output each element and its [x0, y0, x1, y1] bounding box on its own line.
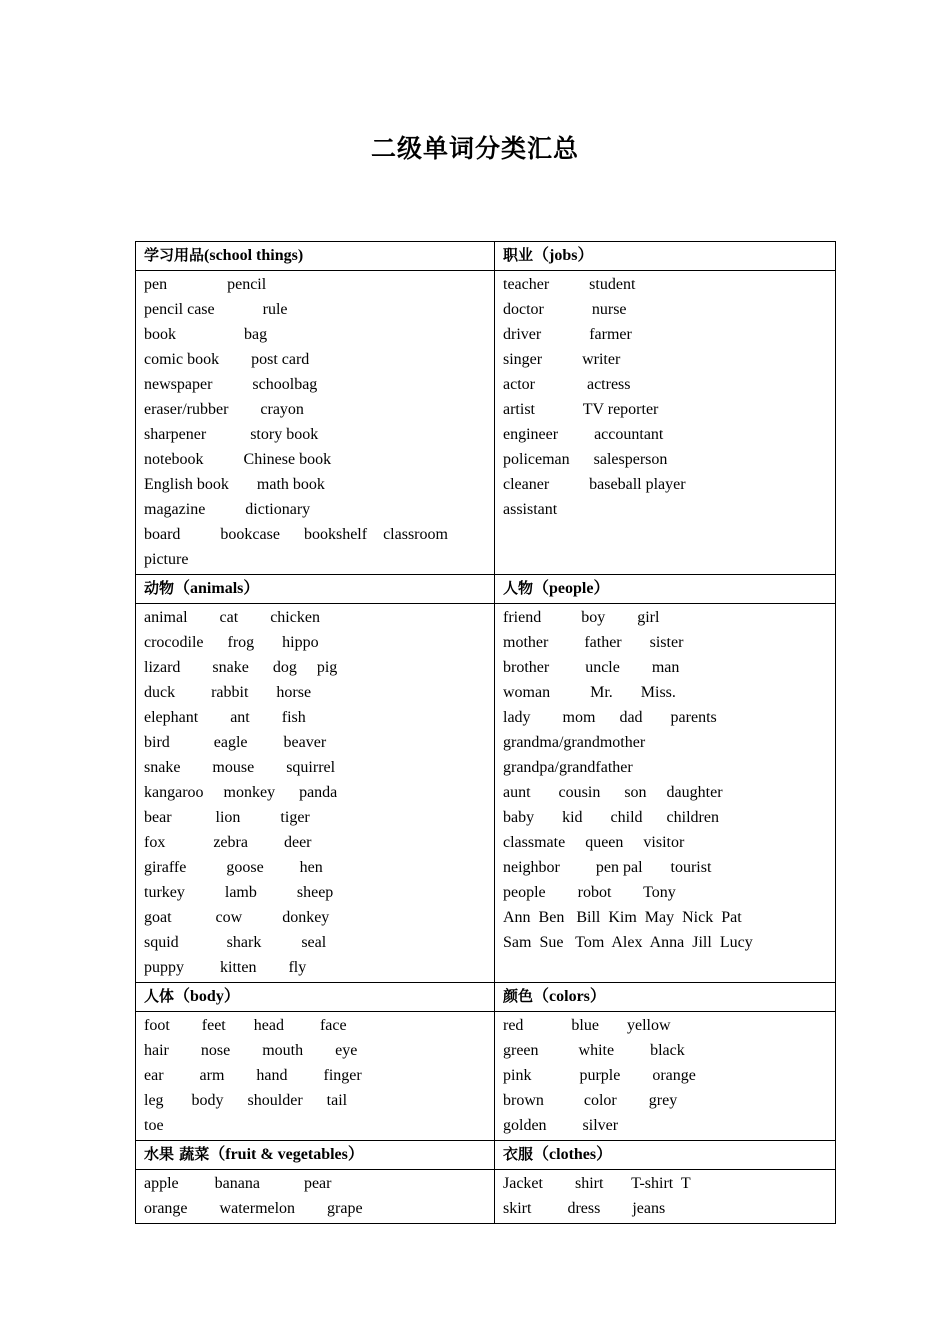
word-list — [136, 1170, 495, 1224]
word-line: giraffe goose hen — [144, 859, 323, 876]
category-title-en: （colors） — [533, 988, 606, 1005]
word-line: magazine dictionary — [144, 501, 311, 518]
category-title-zh: 人体 — [144, 987, 175, 1005]
word-line: toe — [144, 1117, 164, 1134]
category-title-zh: 水果 蔬菜 — [144, 1145, 210, 1163]
word-line: people robot Tony — [503, 884, 676, 901]
category-header-row — [136, 242, 836, 271]
word-line: pen pencil — [144, 276, 267, 293]
word-line: lizard snake dog pig — [144, 659, 338, 676]
category-title-zh: 动物 — [144, 579, 175, 597]
word-list — [495, 1170, 836, 1224]
word-line: assistant — [503, 501, 558, 518]
word-line: animal cat chicken — [144, 609, 320, 626]
word-line: Jacket shirt T-shirt T — [503, 1175, 691, 1192]
word-line: English book math book — [144, 476, 325, 493]
word-line: policeman salesperson — [503, 451, 668, 468]
word-line: sharpener story book — [144, 426, 319, 443]
word-line: leg body shoulder tail — [144, 1092, 348, 1109]
word-line: crocodile frog hippo — [144, 634, 319, 651]
word-line: picture — [144, 551, 189, 568]
word-line: board bookcase bookshelf classroom — [144, 526, 448, 543]
word-line: Ann Ben Bill Kim May Nick Pat — [503, 909, 742, 926]
word-line: snake mouse squirrel — [144, 759, 336, 776]
word-line: aunt cousin son daughter — [503, 784, 723, 801]
word-line: doctor nurse — [503, 301, 627, 318]
word-line: bird eagle beaver — [144, 734, 327, 751]
category-header — [495, 983, 836, 1012]
word-line: goat cow donkey — [144, 909, 330, 926]
word-line: notebook Chinese book — [144, 451, 332, 468]
category-header — [495, 575, 836, 604]
word-line: pencil case rule — [144, 301, 288, 318]
category-title-zh: 人物 — [503, 579, 534, 597]
word-line: Sam Sue Tom Alex Anna Jill Lucy — [503, 934, 753, 951]
word-line: apple banana pear — [144, 1175, 332, 1192]
word-line: driver farmer — [503, 326, 632, 343]
word-line: singer writer — [503, 351, 621, 368]
word-line: actor actress — [503, 376, 631, 393]
word-line: classmate queen visitor — [503, 834, 685, 851]
word-line: mother father sister — [503, 634, 684, 651]
word-line: baby kid child children — [503, 809, 719, 826]
word-list — [136, 271, 495, 575]
word-line: fox zebra deer — [144, 834, 312, 851]
word-line: brother uncle man — [503, 659, 680, 676]
category-header-row — [136, 1141, 836, 1170]
category-header — [495, 1141, 836, 1170]
word-list — [136, 604, 495, 983]
category-title-en: （fruit & vegetables） — [209, 1146, 364, 1163]
category-title-en: （body） — [174, 988, 240, 1005]
category-header-row — [136, 575, 836, 604]
word-line: woman Mr. Miss. — [503, 684, 676, 701]
word-line: green white black — [503, 1042, 685, 1059]
word-line: comic book post card — [144, 351, 310, 368]
word-list — [495, 1012, 836, 1141]
word-line: golden silver — [503, 1117, 619, 1134]
word-line: grandma/grandmother — [503, 734, 646, 751]
word-line: puppy kitten fly — [144, 959, 307, 976]
category-header — [136, 983, 495, 1012]
word-line: turkey lamb sheep — [144, 884, 334, 901]
word-line: artist TV reporter — [503, 401, 659, 418]
word-line: skirt dress jeans — [503, 1200, 666, 1217]
word-list — [495, 604, 836, 983]
word-line: eraser/rubber crayon — [144, 401, 304, 418]
word-line: bear lion tiger — [144, 809, 310, 826]
category-header — [136, 1141, 495, 1170]
word-line: neighbor pen pal tourist — [503, 859, 712, 876]
word-line: squid shark seal — [144, 934, 327, 951]
vocabulary-table — [135, 241, 836, 1224]
word-line: foot feet head face — [144, 1017, 347, 1034]
category-header — [136, 242, 495, 271]
word-line: brown color grey — [503, 1092, 678, 1109]
word-line: grandpa/grandfather — [503, 759, 633, 776]
page-title: 二级单词分类汇总 — [370, 134, 579, 163]
word-line: orange watermelon grape — [144, 1200, 363, 1217]
category-header-row — [136, 983, 836, 1012]
category-title-en: （clothes） — [533, 1146, 613, 1163]
word-list — [136, 1012, 495, 1141]
word-line: elephant ant fish — [144, 709, 306, 726]
category-title-en: (school things) — [204, 247, 304, 264]
word-line: lady mom dad parents — [503, 709, 717, 726]
word-line: book bag — [144, 326, 268, 343]
word-line: friend boy girl — [503, 609, 660, 626]
category-body-row — [136, 1170, 836, 1224]
word-list — [495, 271, 836, 575]
category-title-zh: 颜色 — [503, 987, 534, 1005]
category-header — [136, 575, 495, 604]
word-line: cleaner baseball player — [503, 476, 686, 493]
category-title-en: （animals） — [174, 580, 260, 597]
word-line: ear arm hand finger — [144, 1067, 362, 1084]
category-body-row — [136, 1012, 836, 1141]
category-header — [495, 242, 836, 271]
category-body-row — [136, 271, 836, 575]
category-body-row — [136, 604, 836, 983]
category-title-en: （jobs） — [533, 247, 594, 264]
category-title-en: （people） — [533, 580, 610, 597]
word-line: hair nose mouth eye — [144, 1042, 358, 1059]
category-title-zh: 学习用品 — [144, 246, 205, 264]
word-line: pink purple orange — [503, 1067, 696, 1084]
word-line: engineer accountant — [503, 426, 664, 443]
category-title-zh: 衣服 — [503, 1145, 534, 1163]
category-title-zh: 职业 — [503, 246, 534, 264]
word-line: newspaper schoolbag — [144, 376, 318, 393]
word-line: red blue yellow — [503, 1017, 671, 1034]
word-line: duck rabbit horse — [144, 684, 312, 701]
word-line: kangaroo monkey panda — [144, 784, 338, 801]
word-line: teacher student — [503, 276, 636, 293]
